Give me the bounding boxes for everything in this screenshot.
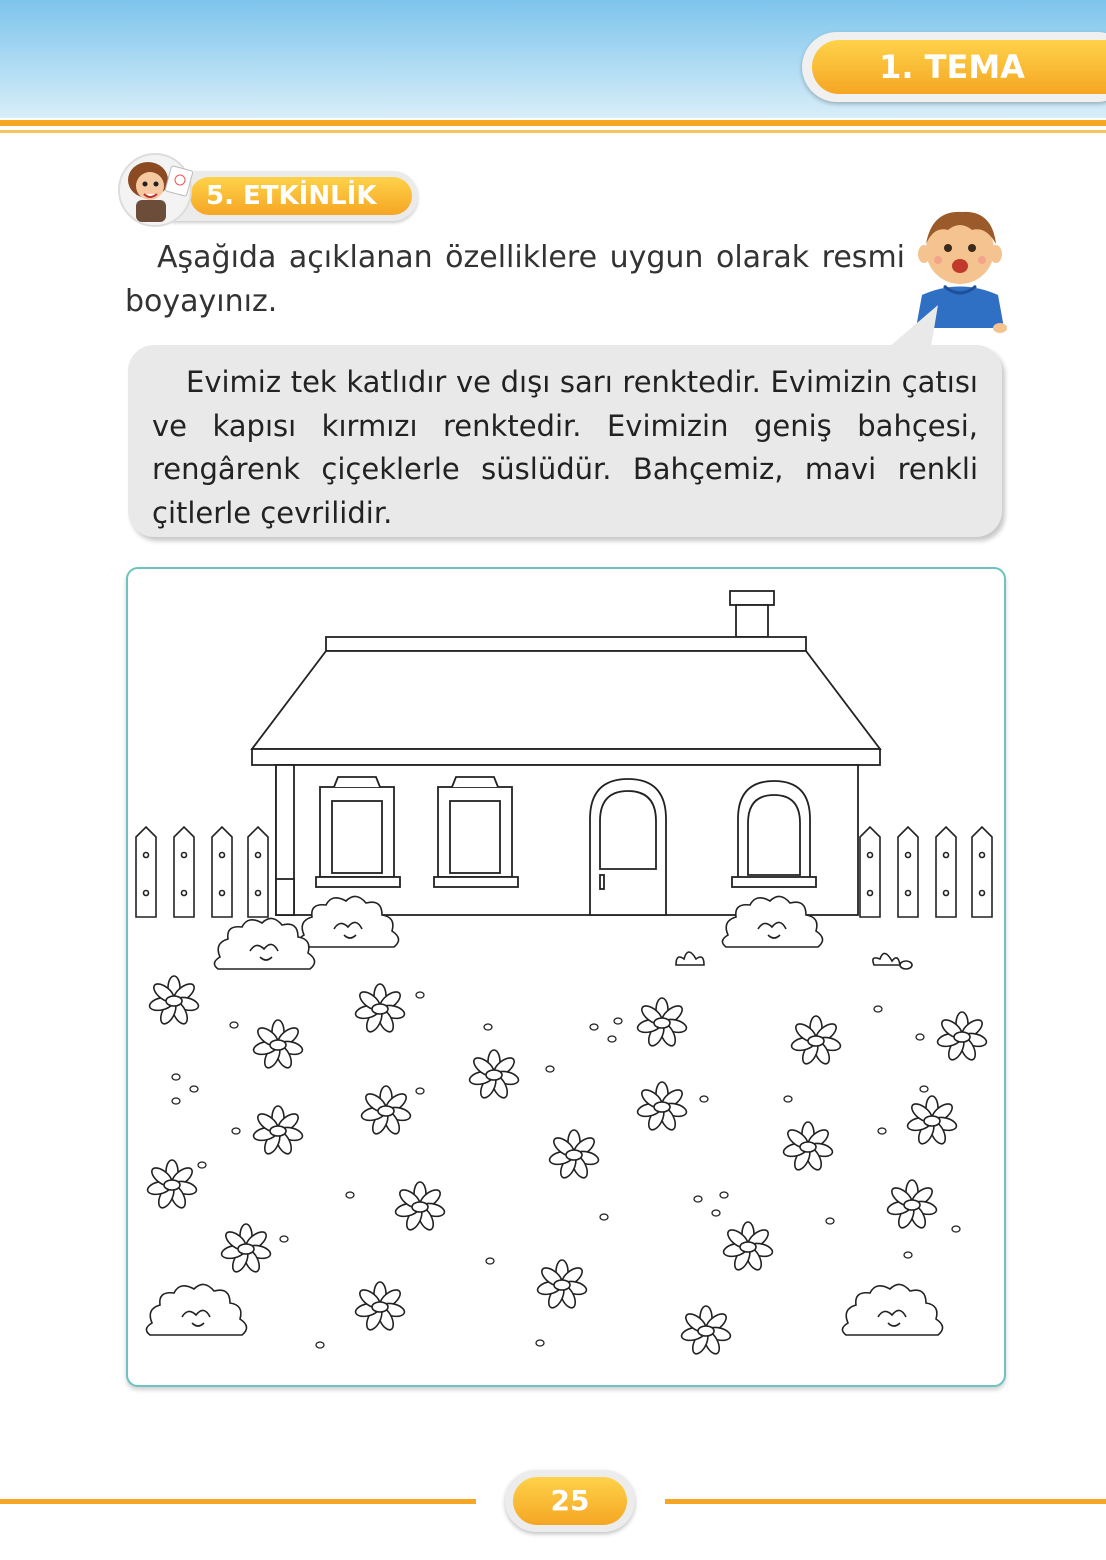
theme-badge (802, 32, 1106, 102)
page-number: 25 (550, 1484, 590, 1517)
footer-divider-left (0, 1499, 476, 1504)
activity-label: 5. ETKİNLİK (206, 181, 377, 211)
header-divider-thin (0, 130, 1106, 133)
description-text: Evimiz tek katlıdır ve dışı sarı renktedir. Evimizin çatısı ve kapısı kırmızı renktedir. Evimizin geniş bahçesi, rengârenk çiçeklerle süslüdür. Bahçemiz, mavi renkli çitlerle çevrilidir. (152, 365, 978, 530)
footer-divider-right (665, 1499, 1106, 1504)
mascot-girl-icon (110, 148, 200, 228)
instruction-text: Aşağıda açıklanan özelliklere uygun olarak resmi boyayınız. (125, 240, 905, 319)
speech-bubble (128, 345, 1002, 537)
coloring-frame (126, 567, 1006, 1387)
header-divider (0, 120, 1106, 126)
page-number-badge (505, 1470, 635, 1532)
house-garden-coloring-drawing (128, 569, 1004, 1385)
theme-label: 1. TEMA (879, 48, 1025, 86)
